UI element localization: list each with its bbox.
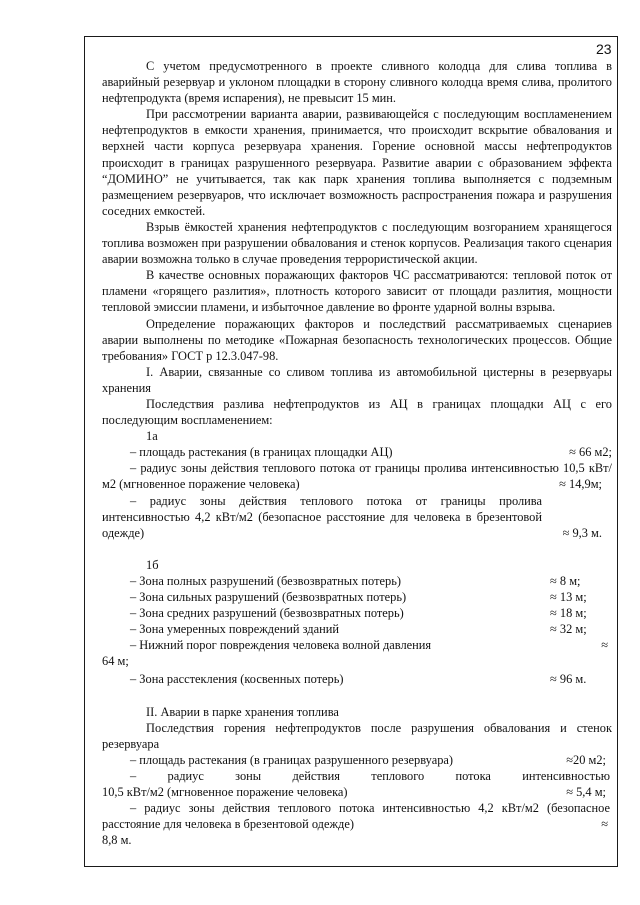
list-item-text: – Зона сильных разрушений (безвозвратных потерь)	[130, 590, 407, 604]
list-item-text: – Зона полных разрушений (безвозвратных потерь)	[130, 573, 401, 588]
list-item	[102, 621, 612, 637]
list-item-text-cont: расстояние для человека в брезентовой одежде)	[102, 817, 354, 832]
list-item	[102, 800, 612, 848]
section-1-heading: I. Аварии, связанные со сливом топлива из автомобильной цистерны в резервуары хранения	[102, 364, 612, 395]
list-item-text: – Зона расстекления (косвенных потерь)	[130, 672, 344, 687]
list-item-value: ≈ 5,4 м;	[566, 785, 606, 800]
list-item-value: ≈ 18 м;	[550, 606, 587, 621]
list-item-text: – площадь растекания (в границах площадки АЦ)	[130, 445, 393, 460]
paragraph-4: В качестве основных поражающих факторов ЧС рассматриваются: тепловой поток от пламени «горящего разлития», плотность которого зависит от площади разлития, мощности тепловой эмиссии пламени, и избыточное давление во фронте ударной волны взрыва.	[102, 268, 612, 315]
list-item-value: ≈ 96 м.	[550, 672, 587, 687]
list-item-text: – Нижний порог повреждения человека волной давления	[130, 638, 432, 653]
list-item	[102, 573, 612, 589]
list-item	[102, 768, 612, 800]
list-item-value: ≈20 м2;	[566, 752, 606, 767]
paragraph-1: С учетом предусмотренного в проекте сливного колодца для слива топлива в аварийный резервуар и уклоном площадки в сторону сливного колодца время слива, пролитого нефтепродукта (время испарения), не превысит 15 мин.	[102, 59, 612, 106]
section-1-intro: Последствия разлива нефтепродуктов из АЦ в границах площадки АЦ с его последующим воспламенением:	[102, 396, 612, 428]
list-item-value: ≈ 8 м;	[550, 573, 581, 588]
list-item	[102, 671, 612, 687]
list-item-value: ≈	[601, 817, 608, 832]
document-body	[102, 58, 612, 848]
section-1a-label: 1а	[146, 429, 158, 444]
list-item-text: – радиус зоны действия теплового потока интенсивностью 4,2 кВт/м2 (безопасное	[130, 801, 610, 816]
list-item-text: – Зона средних разрушений (безвозвратных потерь)	[130, 606, 404, 621]
list-item	[102, 752, 612, 768]
list-item-text: – Зона умеренных повреждений зданий	[130, 622, 339, 637]
list-item	[102, 637, 612, 653]
list-item	[102, 605, 612, 621]
list-item	[102, 460, 612, 492]
list-item-value: ≈ 66 м2;	[569, 445, 612, 460]
section-1b-label: 1б	[146, 557, 159, 572]
list-item-text: – радиус зоны действия теплового потока интенсивностью	[130, 768, 610, 783]
list-item-value: ≈ 14,9м;	[559, 477, 602, 492]
list-item-text-cont: 10,5 кВт/м2 (мгновенное поражение человека)	[102, 785, 348, 800]
list-item	[102, 589, 612, 605]
list-item-value: ≈ 13 м;	[550, 590, 587, 604]
page-number: 23	[596, 41, 612, 57]
section-2-heading: II. Аварии в парке хранения топлива	[146, 704, 339, 719]
list-item-value: ≈	[601, 638, 608, 653]
paragraph-3: Взрыв ёмкостей хранения нефтепродуктов с последующим возгоранием хранящегося топлива возможен при разрушении обвалования и стенок корпусов. Реализация такого сценария аварии возможна только в случае проведения террористической акции.	[102, 219, 612, 267]
list-item-value: ≈ 9,3 м.	[562, 525, 602, 540]
list-item-text: – радиус зоны действия теплового потока от границы пролива интенсивностью 4,2 кВт/м2 (безопасное расстояние для человека в брезентовой одежде)	[102, 493, 542, 540]
list-item	[102, 493, 612, 541]
list-item-continuation: 8,8 м.	[102, 833, 132, 848]
list-item	[102, 444, 612, 460]
list-item-continuation: 64 м;	[102, 654, 129, 669]
paragraph-2: При рассмотрении варианта аварии, развивающейся с последующим воспламенением нефтепродуктов в емкости хранения, принимается, что происходит вскрытие обвалования и верхней части корпуса резервуара хранения. Горение основной массы нефтепродуктов происходит в границах разрушенного резервуара. Развитие аварии с образованием эффекта “ДОМИНО” не учитывается, так как парк хранения топлива выполняется с подземным размещением резервуаров, что исключает возможность распространения пожара и разрушения соседних емкостей.	[102, 107, 612, 218]
list-item-text: – радиус зоны действия теплового потока от границы пролива интенсивностью 10,5 кВт/м2 (мгновенное поражение человека)	[102, 461, 612, 492]
section-2-intro: Последствия горения нефтепродуктов после разрушения обвалования и стенок резервуара	[102, 720, 612, 751]
paragraph-5: Определение поражающих факторов и последствий рассматриваемых сценариев аварии выполнены по методике «Пожарная безопасность технологических процессов. Общие требования» ГОСТ р 12.3.047-98.	[102, 316, 612, 363]
list-item-text: – площадь растекания (в границах разрушенного резервуара)	[130, 752, 454, 767]
list-item-value: ≈ 32 м;	[550, 622, 587, 637]
